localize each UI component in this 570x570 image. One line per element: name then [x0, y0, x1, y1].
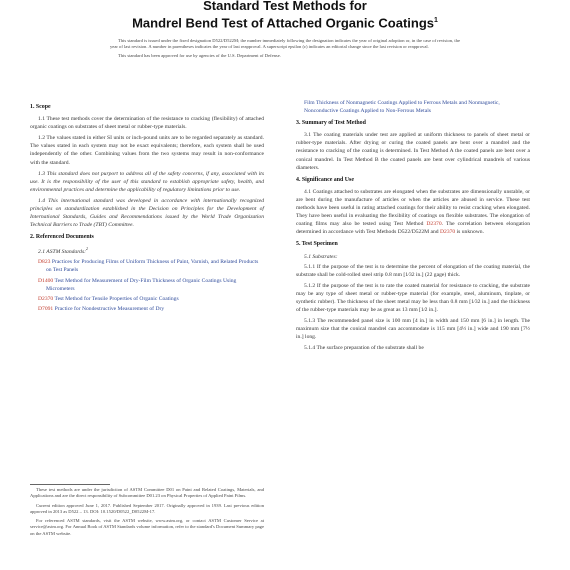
footnote-2: For referenced ASTM standards, visit the ASTM website, www.astm.org, or contact ASTM Customer Service at service@astm.org. For Annual Book of ASTM Standards volume information, refer to the standard's Document Summary page on the ASTM website. — [30, 518, 264, 536]
footnote-1: These test methods are under the jurisdiction of ASTM Committee D01 on Paint and Related Coatings, Materials, and Applications and are the direct responsibility of Subcommittee D01.23 on Physical Properties of Applied Paint Films. — [30, 487, 264, 499]
paragraph-3-1: 3.1 The coating materials under test are applied at uniform thickness to panels of sheet metal or rubber-type materials. After drying or curing the coated panels are bent over a mandrel and the resistance to cracking of the coating is determined. In Test Method A the coated panels are bent over a conical mandrel. In Test Method B the coated panels are bent over cylindrical mandrels of various diameters. — [296, 132, 530, 171]
notice-designation: This standard is issued under the fixed designation D522/D522M; the number immediately following the designation indicates the year of original adoption or, in the case of revision, the year of last revision. A number in parentheses indicates the year of last reapproval. A superscript epsilon (ε) indicates an editorial change since the last revision or reapproval. — [110, 38, 460, 50]
reference-d7091[interactable] — [38, 305, 264, 313]
astm-standards-label: 2.1 ASTM Standards: — [38, 249, 87, 256]
paragraph-4-1-ref-d2370-second[interactable]: D2370 — [439, 229, 456, 236]
title-footnote-mark: 1 — [434, 17, 438, 24]
reference-title[interactable]: Test Method for Measurement of Dry-Film Thickness of Organic Coatings Using Micrometers — [46, 277, 237, 292]
paragraph-4-1-text-c: is unknown. — [456, 229, 484, 236]
left-column — [30, 99, 264, 315]
paragraph-5-1-2: 5.1.2 If the purpose of the test is to rate the coated material for resistance to cracking, the substrate may be any type of sheet metal or rubber-type material (for example, steel, aluminum, tinplate, or synthetic rubber). The thickness of the sheet metal may be less than 0.8 mm [1⁄32 in.] and the thickness of the rubber-type materials may be as great as 13 mm [1⁄2 in.]. — [296, 282, 530, 314]
reference-d2370[interactable] — [38, 295, 264, 303]
reference-code[interactable]: D823 — [38, 259, 51, 266]
section-heading-scope: 1. Scope — [30, 104, 51, 110]
reference-code[interactable]: D2370 — [38, 295, 54, 302]
reference-d1400[interactable] — [38, 277, 264, 293]
reference-code[interactable]: D7091 — [38, 305, 54, 312]
paragraph-4-1-text-a: 4.1 Coatings attached to substrates are elongated when the substrates are dimensionally unstable, or are bent during the manufacture of articles or when the articles are abused in service. These test methods have been useful in rating attached coatings for their ability to resist cracking when elongated. They have been useful in evaluating the flexibility of coatings on flexible substrates. The elongation of coating films may also be tested using Test Method — [296, 188, 530, 228]
subsection-astm-standards — [38, 245, 264, 256]
section-heading-summary: 3. Summary of Test Method — [296, 120, 366, 127]
page-title-line1: Standard Test Methods for — [203, 0, 367, 13]
section-heading-significance: 4. Significance and Use — [296, 176, 354, 183]
paragraph-5-1-3: 5.1.3 The recommended panel size is 100 mm [4 in.] in width and 150 mm [6 in.] in length. The maximum size that the conical mandrel can accommodate is 115 mm [4½ in.] wide and 190 mm [7½ in.] long. — [296, 318, 530, 341]
paragraph-5-1-1: 5.1.1 If the purpose of the test is to determine the percent of elongation of the coating material, the substrate shall be cold-rolled steel strip 0.8 mm [1⁄32 in.] (22 gage) thick. — [296, 263, 530, 278]
reference-title[interactable]: Practice for Nondestructive Measurement of Dry — [54, 305, 165, 312]
footnotes — [30, 487, 264, 540]
paragraph-4-1-text-b: . The correlation between elongation determined in accordance with Test Methods D522/D522M and — [296, 221, 530, 236]
section-heading-referenced-documents: 2. Referenced Documents — [30, 234, 94, 241]
title-area — [0, 0, 570, 30]
paragraph-4-1 — [296, 188, 530, 237]
footnote-divider — [30, 484, 110, 485]
subsection-substrates: 5.1 Substrates: — [304, 253, 338, 260]
section-heading-test-specimen: 5. Test Specimen — [296, 241, 338, 248]
reference-title[interactable]: Practices for Producing Films of Uniform Thickness of Paint, Varnish, and Related Products on Test Panels — [46, 259, 259, 274]
paragraph-1-1: 1.1 These test methods cover the determination of the resistance to cracking (flexibility) of attached organic coatings on substrates of sheet metal or rubber-type materials. — [30, 116, 264, 131]
paragraph-4-1-ref-d2370[interactable]: D2370 — [426, 221, 442, 228]
page-title-text: Mandrel Bend Test of Attached Organic Coatings — [132, 15, 434, 31]
paragraph-5-1-4: 5.1.4 The surface preparation of the substrate shall be — [304, 345, 424, 352]
right-column — [296, 99, 530, 356]
reference-d823[interactable] — [38, 258, 264, 274]
astm-footnote-mark: 2 — [86, 246, 89, 252]
reference-title[interactable]: Test Method for Tensile Properties of Organic Coatings — [54, 295, 179, 302]
paragraph-1-3: 1.3 This standard does not purport to address all of the safety concerns, if any, associated with its use. It is the responsibility of the user of this standard to establish appropriate safety, health, and environmental practices and determine the applicability of regulatory limitations prior to use. — [30, 170, 264, 193]
paragraph-1-2: 1.2 The values stated in either SI units or inch-pound units are to be regarded separately as standard. The values stated in each system may not be exact equivalents; therefore, each system shall be used independently of the other. Combining values from the two systems may result in non-conformance with the standard. — [30, 135, 264, 166]
footnote-edition: Current edition approved June 1, 2017. Published September 2017. Originally approved in 1939. Last previous edition approved in 2013 as D522 – 13. DOI: 10.1520/D0522_D0522M-17. — [30, 502, 264, 514]
standard-notice — [110, 38, 460, 63]
notice-dod: This standard has been approved for use by agencies of the U.S. Department of Defense. — [118, 53, 281, 59]
reference-d7091-continued[interactable]: Film Thickness of Nonmagnetic Coatings Applied to Ferrous Metals and Nonmagnetic, Nonconductive Coatings Applied to Non-Ferrous Metals — [304, 100, 500, 115]
reference-code[interactable]: D1400 — [38, 277, 54, 284]
paragraph-1-4: 1.4 This international standard was developed in accordance with internationally recognized principles on standardization established in the Decision on Principles for the Development of International Standards, Guides and Recommendations issued by the World Trade Organization Technical Barriers to Trade (TBT) Committee. — [30, 197, 264, 229]
page-title-line2 — [0, 13, 570, 30]
